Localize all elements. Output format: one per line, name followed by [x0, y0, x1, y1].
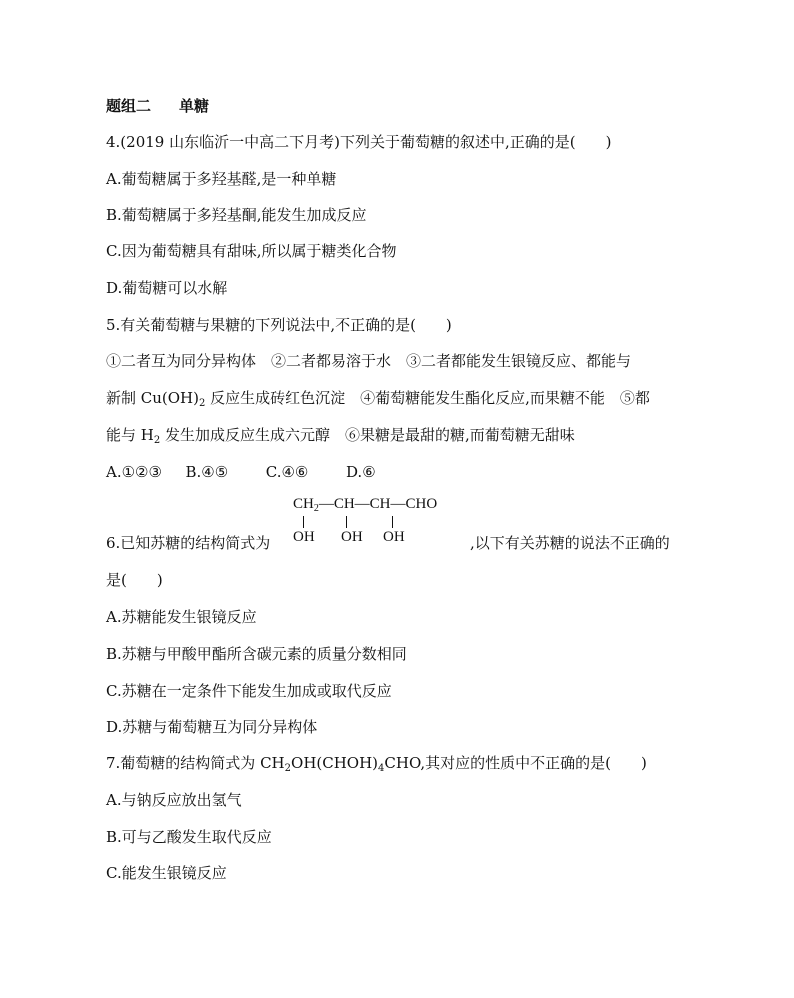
q5-line2-text: 新制 Cu(OH) — [106, 389, 199, 407]
q7-option-a: A.与钠反应放出氢气 — [106, 791, 242, 809]
bond-line-3 — [392, 516, 393, 528]
q5-line2-text-rest: 反应生成砖红色沉淀 ④葡萄糖能发生酯化反应,而果糖不能 ⑤都 — [205, 389, 650, 407]
structure-chain-rest: —CH—CH—CHO — [318, 496, 438, 512]
bond-line-1 — [303, 516, 304, 528]
q5-stem: 5.有关葡萄糖与果糖的下列说法中,不正确的是( ) — [106, 316, 452, 334]
q5-line3-subscript: 2 — [153, 435, 161, 446]
q7-subscript-1: 2 — [284, 763, 292, 774]
q6-stem-suffix: ,以下有关苏糖的说法不正确的 — [470, 534, 670, 552]
q4-option-b: B.葡萄糖属于多羟基酮,能发生加成反应 — [106, 206, 367, 224]
q7-stem-text: 7.葡萄糖的结构简式为 CH — [106, 754, 285, 772]
q4-option-a: A.葡萄糖属于多羟基醛,是一种单糖 — [106, 170, 337, 188]
q5-option-d: D.⑥ — [345, 463, 376, 481]
hydroxyl-1: OH — [293, 529, 315, 545]
bond-line-2 — [346, 516, 347, 528]
q7-stem — [106, 753, 647, 773]
q6-option-d: D.苏糖与葡萄糖互为同分异构体 — [106, 718, 318, 736]
q5-line3-text: 能与 H — [106, 426, 154, 444]
q5-statement-line-1: ①二者互为同分异构体 ②二者都易溶于水 ③二者都能发生银镜反应、都能与 — [106, 352, 632, 370]
q5-option-c: C.④⑥ — [265, 463, 309, 481]
section-subtitle: 单糖 — [179, 97, 210, 115]
q4-stem: 4.(2019 山东临沂一中高二下月考)下列关于葡萄糖的叙述中,正确的是( ) — [106, 133, 612, 151]
hydroxyl-2: OH — [341, 529, 363, 545]
q4-option-d: D.葡萄糖可以水解 — [106, 279, 228, 297]
q4-option-c: C.因为葡萄糖具有甜味,所以属于糖类化合物 — [106, 242, 397, 260]
threose-structure-formula — [293, 496, 473, 556]
q7-subscript-2: 4 — [378, 763, 385, 774]
structure-ch2: CH — [293, 496, 314, 512]
structure-main-chain — [293, 496, 437, 513]
q5-line3-text-rest: 发生加成反应生成六元醇 ⑥果糖是最甜的糖,而葡萄糖无甜味 — [160, 426, 575, 444]
q5-statement-line-3 — [106, 425, 575, 445]
q7-option-c: C.能发生银镜反应 — [106, 864, 227, 882]
q7-stem-rest: CHO,其对应的性质中不正确的是( ) — [384, 754, 647, 772]
section-header — [106, 96, 209, 116]
q6-option-a: A.苏糖能发生银镜反应 — [106, 608, 257, 626]
structure-ch2-subscript: 2 — [313, 503, 319, 514]
q5-statement-line-2 — [106, 388, 650, 408]
q5-options — [106, 462, 376, 482]
q7-stem-middle: OH(CHOH) — [291, 754, 379, 772]
q6-stem-continuation: 是( ) — [106, 571, 163, 589]
q6-stem-prefix: 6.已知苏糖的结构简式为 — [106, 534, 271, 552]
section-title: 题组二 — [106, 97, 152, 115]
q7-option-b: B.可与乙酸发生取代反应 — [106, 828, 272, 846]
hydroxyl-3: OH — [383, 529, 405, 545]
q6-option-b: B.苏糖与甲酸甲酯所含碳元素的质量分数相同 — [106, 645, 407, 663]
q5-option-a: A.①②③ — [106, 463, 162, 481]
q5-line2-subscript: 2 — [199, 398, 206, 409]
q5-option-b: B.④⑤ — [185, 463, 229, 481]
q6-option-c: C.苏糖在一定条件下能发生加成或取代反应 — [106, 682, 392, 700]
